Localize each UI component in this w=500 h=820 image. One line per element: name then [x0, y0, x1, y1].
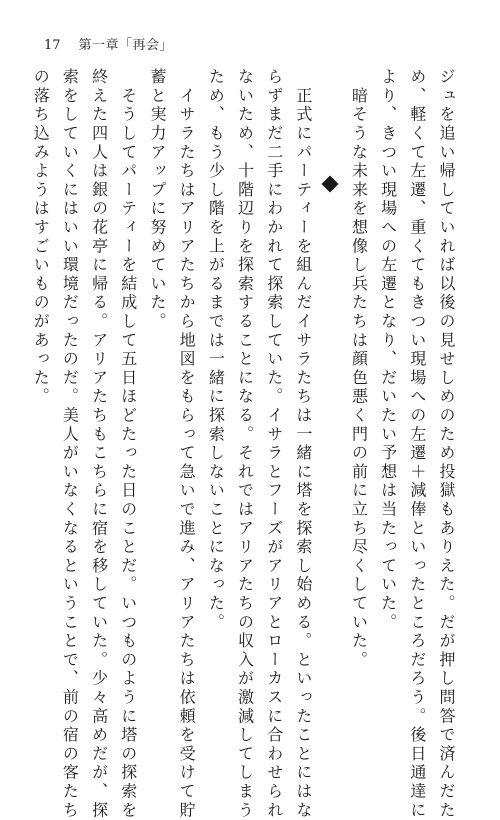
text-column: 蓄と実力アップに努めていた。	[147, 68, 167, 332]
vertical-text-body	[31, 68, 456, 820]
text-column: 終えた四人は銀の花亭に帰る。アリアたちもこちらに宿を移していた。少々高めだが、探	[89, 68, 109, 820]
text-column: 暗そうな未来を想像し兵たちは顔色悪く門の前に立ち尽くしていた。	[349, 68, 369, 670]
page-number: 17	[44, 38, 61, 53]
text-column: イサラたちはアリアたちから地図をもらって急いで進み、アリアたちは依頼を受けて貯	[177, 68, 197, 820]
text-column: ジュを追い帰していれば以後の見せしめのため投獄もありえた。だが押し問答で済んだた	[437, 68, 456, 820]
text-column: そうしてパーティーを結成して五日ほどたった日のことだ。いつものように塔の探索を	[118, 68, 138, 820]
text-column: め、軽くて左遷、重くてもきつい現場への左遷＋減俸といったところだろう。後日通達に	[407, 68, 427, 820]
text-column: ないため、十階辺りを探索することになる。それではアリアたちの収入が激減してしまう	[235, 68, 255, 820]
text-column: 索をしていくにはいい環境だったのだ。美人がいなくなるということで、前の宿の客たち	[60, 68, 80, 820]
text-column: より、きつい現場への左遷となり、だいたい予想は当たっていた。	[378, 68, 398, 632]
text-column: 正式にパーティーを組んだイサラたちは一緒に塔を探索し始める。といったことにはな	[293, 68, 313, 820]
chapter-title: 第一章「再会」	[78, 38, 174, 53]
text-column: の落ち込みようはすごいものがあった。	[31, 68, 51, 407]
page-header	[44, 34, 173, 53]
text-column: らずまだ二手にわかれて探索していた。イサラとフーズがアリアとローカスに合わせられ	[264, 68, 284, 820]
text-column: ため、もう少し階を上がるまでは一緒に探索しないことになった。	[206, 68, 226, 632]
diamond-icon	[322, 176, 339, 193]
